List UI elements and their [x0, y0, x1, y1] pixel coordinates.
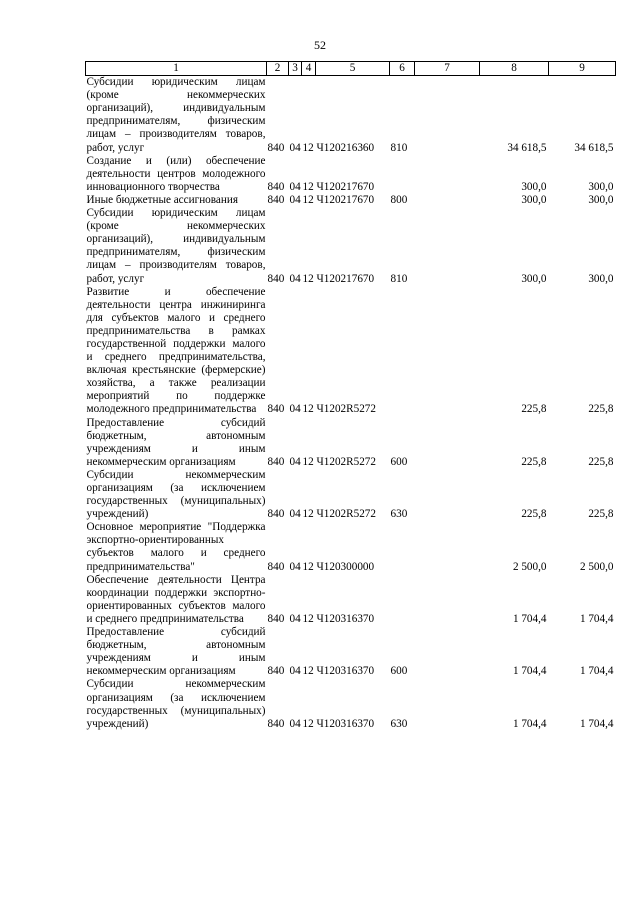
table-row [86, 194, 616, 207]
cell-col7 [415, 417, 480, 469]
cell-section: 04 [289, 665, 301, 678]
cell-amount: 225,8 [521, 508, 547, 521]
cell-target-article: Ч120217670 [316, 180, 375, 193]
cell-subsection: 12 [302, 455, 314, 468]
cell-subsection: 12 [302, 665, 314, 678]
cell-name: Иные бюджетные ассигнования [86, 193, 238, 206]
cell-admin: 840 [267, 508, 285, 521]
cell-amount: 2 500,0 [512, 560, 547, 573]
cell-target-article: Ч120217670 [316, 193, 375, 206]
cell-name: Предоставление субсидий бюджетным, автономным учреждениям и иным некоммерческим организациям [86, 626, 266, 678]
column-header: 8 [480, 62, 549, 76]
column-header: 7 [415, 62, 480, 76]
cell-admin: 840 [267, 665, 285, 678]
cell-amount: 300,0 [521, 193, 547, 206]
cell-subsection: 12 [302, 560, 314, 573]
cell-target-article: Ч120316370 [316, 665, 375, 678]
cell-subsection: 12 [302, 180, 314, 193]
cell-target-article: Ч120216360 [316, 141, 375, 154]
cell-expense-type: 810 [390, 141, 408, 154]
cell-amount: 1 704,4 [512, 717, 547, 730]
cell-name: Субсидии юридическим лицам (кроме некоммерческих организаций), индивидуальным предпринимателям, физическим лицам – производителям товаров, работ, услуг [86, 76, 266, 154]
cell-expense-type: 800 [390, 193, 408, 206]
cell-subsection: 12 [302, 141, 314, 154]
column-header: 4 [302, 62, 316, 76]
cell-name: Предоставление субсидий бюджетным, автономным учреждениям и иным некоммерческим организациям [86, 416, 266, 468]
cell-col7 [415, 574, 480, 626]
cell-subsection: 12 [302, 272, 314, 285]
cell-admin: 840 [267, 403, 285, 416]
budget-table [85, 61, 616, 731]
cell-col7 [415, 155, 480, 194]
cell-col7 [415, 678, 480, 730]
cell-section: 04 [289, 180, 301, 193]
column-header: 3 [289, 62, 302, 76]
table-row [86, 207, 616, 286]
column-header: 5 [316, 62, 390, 76]
cell-amount-total: 225,8 [588, 508, 614, 521]
cell-section: 04 [289, 403, 301, 416]
table-row [86, 469, 616, 521]
cell-name: Субсидии некоммерческим организациям (за исключением государственных (муниципальных) учреждений) [86, 468, 266, 521]
cell-amount: 300,0 [521, 272, 547, 285]
column-header: 2 [267, 62, 289, 76]
cell-amount-total: 1 704,4 [579, 717, 614, 730]
cell-col7 [415, 626, 480, 678]
cell-section: 04 [289, 560, 301, 573]
cell-amount-total: 2 500,0 [579, 560, 614, 573]
table-header-row [86, 62, 616, 76]
cell-amount-total: 300,0 [588, 272, 614, 285]
column-header: 9 [549, 62, 616, 76]
cell-amount-total: 225,8 [588, 455, 614, 468]
cell-admin: 840 [267, 560, 285, 573]
cell-amount-total: 1 704,4 [579, 612, 614, 625]
cell-amount: 225,8 [521, 403, 547, 416]
cell-subsection: 12 [302, 403, 314, 416]
cell-col7 [415, 194, 480, 207]
cell-amount: 300,0 [521, 180, 547, 193]
cell-subsection: 12 [302, 717, 314, 730]
cell-target-article: Ч120300000 [316, 560, 375, 573]
cell-col7 [415, 207, 480, 286]
cell-amount-total: 300,0 [588, 180, 614, 193]
cell-expense-type: 810 [390, 272, 408, 285]
cell-amount: 1 704,4 [512, 612, 547, 625]
table-row [86, 678, 616, 730]
cell-expense-type [390, 521, 415, 573]
cell-name: Создание и (или) обеспечение деятельности центров молодежного инновационного творчества [86, 154, 266, 193]
cell-subsection: 12 [302, 612, 314, 625]
cell-name: Субсидии юридическим лицам (кроме некоммерческих организаций), индивидуальным предпринимателям, физическим лицам – производителям товаров, работ, услуг [86, 207, 266, 285]
table-row [86, 626, 616, 678]
cell-subsection: 12 [302, 193, 314, 206]
cell-target-article: Ч1202R5272 [316, 508, 376, 521]
cell-section: 04 [289, 272, 301, 285]
cell-admin: 840 [267, 193, 285, 206]
cell-name: Субсидии некоммерческим организациям (за исключением государственных (муниципальных) учреждений) [86, 678, 266, 730]
cell-name: Основное мероприятие "Поддержка экспортно-ориентированных субъектов малого и среднего предпринимательства" [86, 521, 266, 573]
cell-section: 04 [289, 455, 301, 468]
cell-amount-total: 300,0 [588, 193, 614, 206]
cell-section: 04 [289, 193, 301, 206]
cell-admin: 840 [267, 455, 285, 468]
column-header: 1 [86, 62, 267, 76]
cell-amount: 1 704,4 [512, 665, 547, 678]
cell-section: 04 [289, 717, 301, 730]
table-row [86, 286, 616, 417]
cell-admin: 840 [267, 180, 285, 193]
cell-target-article: Ч1202R5272 [316, 455, 376, 468]
cell-target-article: Ч120217670 [316, 272, 375, 285]
cell-section: 04 [289, 612, 301, 625]
cell-amount-total: 34 618,5 [574, 141, 614, 154]
cell-admin: 840 [267, 141, 285, 154]
cell-col7 [415, 521, 480, 573]
cell-amount-total: 225,8 [588, 403, 614, 416]
table-row [86, 155, 616, 194]
table-row [86, 574, 616, 626]
cell-admin: 840 [267, 717, 285, 730]
cell-section: 04 [289, 141, 301, 154]
cell-admin: 840 [267, 272, 285, 285]
cell-col7 [415, 469, 480, 521]
cell-expense-type: 630 [390, 717, 408, 730]
cell-section: 04 [289, 508, 301, 521]
cell-subsection: 12 [302, 508, 314, 521]
cell-amount-total: 1 704,4 [579, 665, 614, 678]
page-number: 52 [314, 38, 326, 52]
cell-col7 [415, 76, 480, 155]
cell-admin: 840 [267, 612, 285, 625]
table-row [86, 417, 616, 469]
cell-name: Обеспечение деятельности Центра координации поддержки экспортно-ориентированных субъектов малого и среднего предпринимательства [86, 573, 266, 625]
table-row [86, 76, 616, 155]
cell-name: Развитие и обеспечение деятельности центра инжиниринга для субъектов малого и среднего предпринимательства в рамках государственной поддержки малого и среднего предпринимательства, включая крестьянские (фермерские) хозяйства, а также реализации мероприятий по поддержке молодежного предпринимательства [86, 285, 266, 416]
cell-expense-type: 600 [390, 455, 408, 468]
cell-amount: 34 618,5 [507, 141, 547, 154]
cell-expense-type [390, 155, 415, 194]
cell-expense-type: 600 [390, 665, 408, 678]
table-row [86, 521, 616, 573]
cell-target-article: Ч120316370 [316, 717, 375, 730]
cell-amount: 225,8 [521, 455, 547, 468]
cell-expense-type [390, 286, 415, 417]
cell-target-article: Ч1202R5272 [316, 403, 376, 416]
cell-col7 [415, 286, 480, 417]
column-header: 6 [390, 62, 415, 76]
cell-expense-type [390, 574, 415, 626]
cell-target-article: Ч120316370 [316, 612, 375, 625]
cell-expense-type: 630 [390, 508, 408, 521]
